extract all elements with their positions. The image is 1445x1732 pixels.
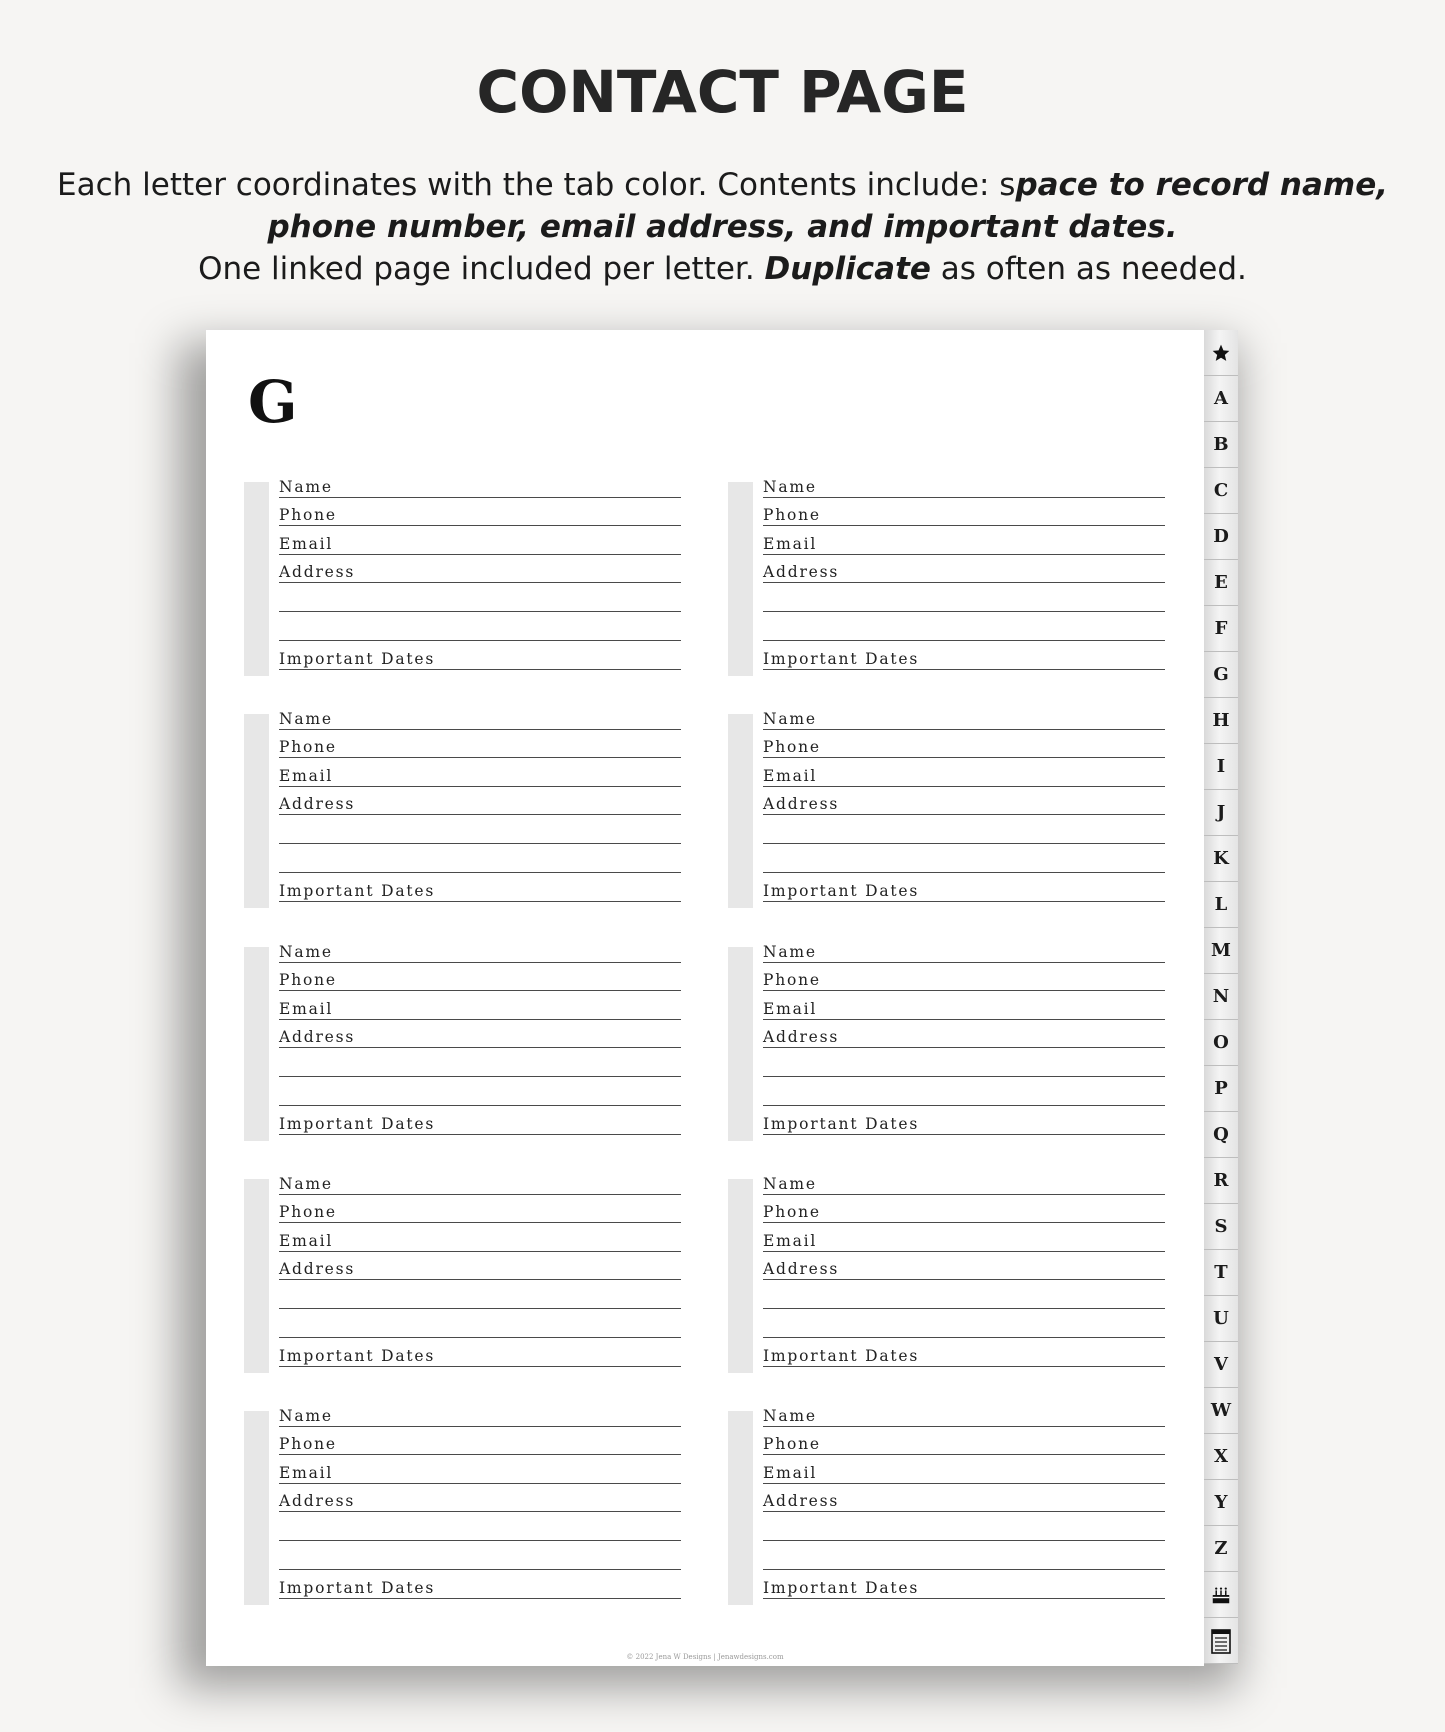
tab-label: E xyxy=(1214,572,1228,593)
name-field[interactable] xyxy=(279,1398,681,1427)
email-label: Email xyxy=(763,767,818,785)
tab-favorites[interactable] xyxy=(1204,330,1238,376)
card-side-bar xyxy=(728,1411,753,1605)
email-label: Email xyxy=(279,1464,334,1482)
name-field[interactable] xyxy=(279,701,681,730)
phone-field[interactable] xyxy=(763,1194,1165,1223)
contact-card xyxy=(728,943,1165,1141)
contact-card xyxy=(244,943,681,1141)
tab-letter-q[interactable] xyxy=(1204,1112,1238,1158)
name-field[interactable] xyxy=(763,1398,1165,1427)
important-dates-field[interactable] xyxy=(763,1338,1165,1367)
address-line-3-field[interactable] xyxy=(763,1541,1165,1570)
address-line-3-field[interactable] xyxy=(279,1309,681,1338)
tab-label: R xyxy=(1213,1170,1229,1191)
tab-letter-s[interactable] xyxy=(1204,1204,1238,1250)
phone-field[interactable] xyxy=(279,1194,681,1223)
tab-label: X xyxy=(1214,1446,1228,1467)
important-dates-field[interactable] xyxy=(763,641,1165,670)
address-field[interactable] xyxy=(279,1019,681,1048)
description-line-2-bold: phone number, email address, and important dates. xyxy=(267,209,1178,245)
tab-label: P xyxy=(1214,1078,1228,1099)
tab-letter-e[interactable] xyxy=(1204,560,1238,606)
contact-card xyxy=(244,710,681,908)
email-field[interactable] xyxy=(763,1455,1165,1484)
email-field[interactable] xyxy=(279,991,681,1020)
tab-letter-d[interactable] xyxy=(1204,514,1238,560)
address-line-2-field[interactable] xyxy=(279,1280,681,1309)
notes-icon xyxy=(1211,1628,1231,1654)
tab-letter-k[interactable] xyxy=(1204,836,1238,882)
description-line-3 xyxy=(0,248,1445,290)
phone-label: Phone xyxy=(279,506,337,524)
name-label: Name xyxy=(763,1175,817,1193)
name-field[interactable] xyxy=(279,1166,681,1195)
email-label: Email xyxy=(279,767,334,785)
address-label: Address xyxy=(763,563,840,581)
description-line-3-plain-b: as often as needed. xyxy=(930,251,1247,287)
address-field[interactable] xyxy=(279,554,681,583)
address-field[interactable] xyxy=(763,1019,1165,1048)
tab-label: L xyxy=(1214,894,1228,915)
address-label: Address xyxy=(279,563,356,581)
card-side-bar xyxy=(244,947,269,1141)
description-line-3-bold: Duplicate xyxy=(764,251,931,287)
tab-label: Q xyxy=(1213,1124,1229,1145)
tab-letter-w[interactable] xyxy=(1204,1388,1238,1434)
phone-field[interactable] xyxy=(763,497,1165,526)
contact-card xyxy=(728,1175,1165,1373)
address-label: Address xyxy=(279,1028,356,1046)
tab-label: K xyxy=(1213,848,1229,869)
contact-card xyxy=(728,478,1165,676)
phone-label: Phone xyxy=(279,1203,337,1221)
card-side-bar xyxy=(244,1411,269,1605)
address-line-2-field[interactable] xyxy=(279,1048,681,1077)
contact-card xyxy=(244,1175,681,1373)
important-dates-field[interactable] xyxy=(279,1338,681,1367)
address-line-2-field[interactable] xyxy=(763,1512,1165,1541)
description-line-1 xyxy=(0,164,1445,206)
contact-card xyxy=(728,1407,1165,1605)
important-dates-label: Important Dates xyxy=(279,1115,436,1133)
email-field[interactable] xyxy=(279,526,681,555)
email-field[interactable] xyxy=(279,758,681,787)
tab-label: S xyxy=(1214,1216,1228,1237)
tab-birthdays[interactable] xyxy=(1204,1572,1238,1618)
tab-letter-a[interactable] xyxy=(1204,376,1238,422)
description xyxy=(0,164,1445,290)
copyright-footer: © 2022 Jena W Designs | Jenawdesigns.com xyxy=(626,1653,784,1661)
important-dates-field[interactable] xyxy=(763,873,1165,902)
address-line-2-field[interactable] xyxy=(279,583,681,612)
address-line-3-field[interactable] xyxy=(279,1541,681,1570)
tab-notes[interactable] xyxy=(1204,1618,1238,1664)
address-label: Address xyxy=(279,1492,356,1510)
phone-field[interactable] xyxy=(279,729,681,758)
tab-label: U xyxy=(1213,1308,1229,1329)
description-line-3-plain-a: One linked page included per letter. xyxy=(198,251,765,287)
tab-label: N xyxy=(1212,986,1230,1007)
important-dates-label: Important Dates xyxy=(763,1579,920,1597)
card-side-bar xyxy=(728,1179,753,1373)
phone-label: Phone xyxy=(763,1203,821,1221)
email-field[interactable] xyxy=(763,526,1165,555)
tab-letter-z[interactable] xyxy=(1204,1526,1238,1572)
phone-label: Phone xyxy=(279,738,337,756)
phone-label: Phone xyxy=(763,971,821,989)
name-label: Name xyxy=(763,1407,817,1425)
important-dates-label: Important Dates xyxy=(763,882,920,900)
email-field[interactable] xyxy=(763,758,1165,787)
tab-letter-f[interactable] xyxy=(1204,606,1238,652)
tab-letter-j[interactable] xyxy=(1204,790,1238,836)
contact-card xyxy=(244,478,681,676)
address-line-3-field[interactable] xyxy=(279,1077,681,1106)
tab-letter-x[interactable] xyxy=(1204,1434,1238,1480)
tab-letter-t[interactable] xyxy=(1204,1250,1238,1296)
phone-field[interactable] xyxy=(763,729,1165,758)
address-line-2-field[interactable] xyxy=(763,583,1165,612)
phone-field[interactable] xyxy=(763,1426,1165,1455)
tab-label: Y xyxy=(1214,1492,1228,1513)
address-line-3-field[interactable] xyxy=(279,844,681,873)
tab-label: M xyxy=(1211,940,1231,961)
tab-label: A xyxy=(1214,388,1228,409)
page-heading: CONTACT PAGE xyxy=(476,58,969,126)
tab-letter-r[interactable] xyxy=(1204,1158,1238,1204)
name-label: Name xyxy=(763,478,817,496)
email-field[interactable] xyxy=(763,991,1165,1020)
address-label: Address xyxy=(763,795,840,813)
tab-letter-n[interactable] xyxy=(1204,974,1238,1020)
card-side-bar xyxy=(244,714,269,908)
phone-field[interactable] xyxy=(279,962,681,991)
address-field[interactable] xyxy=(763,1483,1165,1512)
email-field[interactable] xyxy=(763,1223,1165,1252)
address-line-3-field[interactable] xyxy=(763,1309,1165,1338)
tab-label: O xyxy=(1213,1032,1229,1053)
address-label: Address xyxy=(279,1260,356,1278)
email-field[interactable] xyxy=(279,1455,681,1484)
tab-label: C xyxy=(1213,480,1229,501)
email-label: Email xyxy=(763,1464,818,1482)
tab-letter-p[interactable] xyxy=(1204,1066,1238,1112)
email-field[interactable] xyxy=(279,1223,681,1252)
name-field[interactable] xyxy=(763,469,1165,498)
planner-page xyxy=(206,330,1204,1666)
tab-label: B xyxy=(1213,434,1229,455)
important-dates-label: Important Dates xyxy=(763,1347,920,1365)
phone-field[interactable] xyxy=(279,1426,681,1455)
address-field[interactable] xyxy=(763,554,1165,583)
tab-label: J xyxy=(1216,802,1226,823)
name-field[interactable] xyxy=(279,934,681,963)
important-dates-label: Important Dates xyxy=(279,1579,436,1597)
description-line-2 xyxy=(0,206,1445,248)
card-side-bar xyxy=(728,482,753,676)
tab-letter-y[interactable] xyxy=(1204,1480,1238,1526)
important-dates-field[interactable] xyxy=(279,641,681,670)
address-line-2-field[interactable] xyxy=(279,1512,681,1541)
tab-letter-g[interactable] xyxy=(1204,652,1238,698)
description-line-1-bold: pace to record name, xyxy=(1015,167,1388,203)
phone-label: Phone xyxy=(763,738,821,756)
address-field[interactable] xyxy=(279,786,681,815)
card-side-bar xyxy=(244,482,269,676)
name-field[interactable] xyxy=(763,934,1165,963)
section-letter: G xyxy=(248,368,298,436)
name-label: Name xyxy=(279,478,333,496)
tab-label: Z xyxy=(1214,1538,1228,1559)
tab-label: D xyxy=(1213,526,1229,547)
name-field[interactable] xyxy=(279,469,681,498)
tab-label: G xyxy=(1213,664,1229,685)
name-label: Name xyxy=(763,943,817,961)
important-dates-field[interactable] xyxy=(279,1570,681,1599)
contact-card xyxy=(728,710,1165,908)
address-line-2-field[interactable] xyxy=(763,815,1165,844)
address-line-3-field[interactable] xyxy=(763,844,1165,873)
important-dates-field[interactable] xyxy=(763,1570,1165,1599)
name-label: Name xyxy=(279,1175,333,1193)
tab-label: W xyxy=(1210,1400,1232,1421)
address-field[interactable] xyxy=(763,1251,1165,1280)
address-field[interactable] xyxy=(763,786,1165,815)
address-label: Address xyxy=(763,1492,840,1510)
tab-label: H xyxy=(1212,710,1230,731)
tab-letter-l[interactable] xyxy=(1204,882,1238,928)
phone-field[interactable] xyxy=(279,497,681,526)
important-dates-field[interactable] xyxy=(763,1106,1165,1135)
tab-letter-h[interactable] xyxy=(1204,698,1238,744)
email-label: Email xyxy=(279,1232,334,1250)
tab-letter-o[interactable] xyxy=(1204,1020,1238,1066)
address-line-3-field[interactable] xyxy=(763,612,1165,641)
card-side-bar xyxy=(244,1179,269,1373)
important-dates-label: Important Dates xyxy=(279,1347,436,1365)
email-label: Email xyxy=(763,1000,818,1018)
address-line-3-field[interactable] xyxy=(763,1077,1165,1106)
important-dates-label: Important Dates xyxy=(763,650,920,668)
tab-label: I xyxy=(1216,756,1226,777)
tab-letter-v[interactable] xyxy=(1204,1342,1238,1388)
tab-letter-u[interactable] xyxy=(1204,1296,1238,1342)
tab-letter-i[interactable] xyxy=(1204,744,1238,790)
important-dates-field[interactable] xyxy=(279,1106,681,1135)
tab-label: V xyxy=(1214,1354,1228,1375)
important-dates-label: Important Dates xyxy=(763,1115,920,1133)
name-label: Name xyxy=(279,1407,333,1425)
address-field[interactable] xyxy=(279,1483,681,1512)
email-label: Email xyxy=(279,535,334,553)
card-side-bar xyxy=(728,947,753,1141)
tab-label: T xyxy=(1214,1262,1228,1283)
name-field[interactable] xyxy=(763,701,1165,730)
address-line-2-field[interactable] xyxy=(763,1280,1165,1309)
description-line-1-plain: Each letter coordinates with the tab color. Contents include: s xyxy=(57,167,1016,203)
name-label: Name xyxy=(763,710,817,728)
address-line-2-field[interactable] xyxy=(279,815,681,844)
tab-label: F xyxy=(1214,618,1228,639)
tab-letter-m[interactable] xyxy=(1204,928,1238,974)
address-label: Address xyxy=(763,1028,840,1046)
email-label: Email xyxy=(763,1232,818,1250)
star-icon xyxy=(1211,343,1231,363)
birthday-cake-icon xyxy=(1210,1584,1232,1606)
address-line-3-field[interactable] xyxy=(279,612,681,641)
name-label: Name xyxy=(279,710,333,728)
important-dates-label: Important Dates xyxy=(279,650,436,668)
address-line-2-field[interactable] xyxy=(763,1048,1165,1077)
address-label: Address xyxy=(763,1260,840,1278)
phone-label: Phone xyxy=(763,1435,821,1453)
address-field[interactable] xyxy=(279,1251,681,1280)
important-dates-field[interactable] xyxy=(279,873,681,902)
phone-label: Phone xyxy=(279,1435,337,1453)
card-side-bar xyxy=(728,714,753,908)
address-label: Address xyxy=(279,795,356,813)
phone-label: Phone xyxy=(279,971,337,989)
important-dates-label: Important Dates xyxy=(279,882,436,900)
phone-label: Phone xyxy=(763,506,821,524)
phone-field[interactable] xyxy=(763,962,1165,991)
email-label: Email xyxy=(279,1000,334,1018)
tab-letter-b[interactable] xyxy=(1204,422,1238,468)
name-label: Name xyxy=(279,943,333,961)
tab-letter-c[interactable] xyxy=(1204,468,1238,514)
name-field[interactable] xyxy=(763,1166,1165,1195)
contact-card xyxy=(244,1407,681,1605)
email-label: Email xyxy=(763,535,818,553)
alphabet-tabs xyxy=(1204,330,1238,1666)
